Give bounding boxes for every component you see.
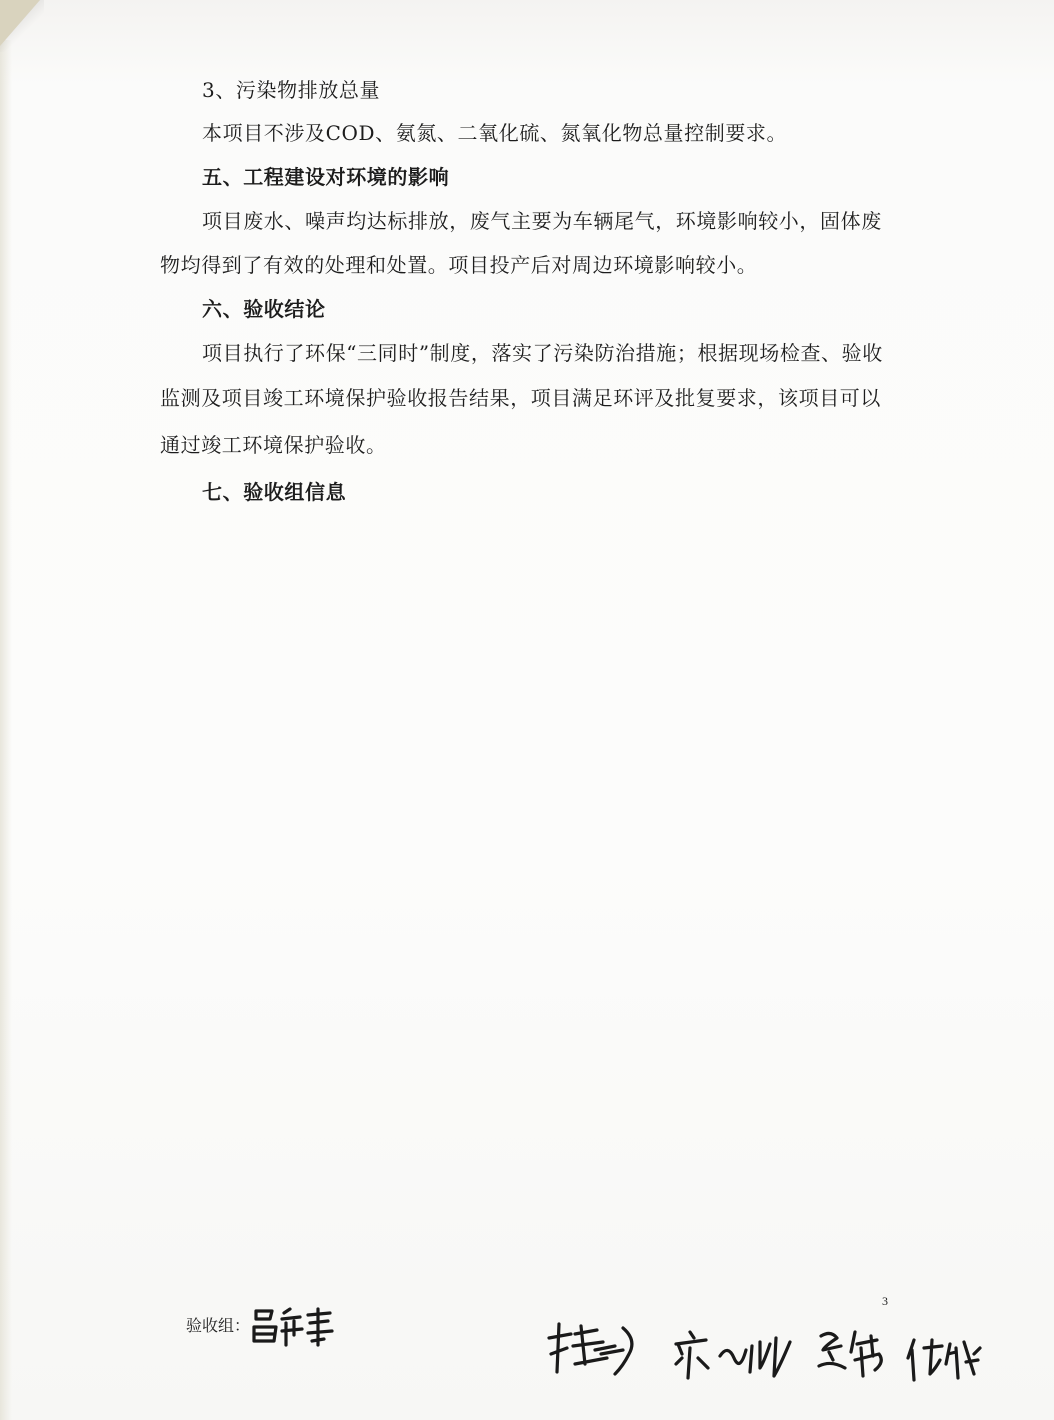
acceptance-group-label: 验收组： [186,1316,251,1335]
signature-5 [904,1334,984,1384]
paragraph-line: 项目废水、噪声均达标排放，废气主要为车辆尾气，环境影响较小，固体废 [202,209,882,233]
paragraph-line: 项目执行了环保“三同时”制度，落实了污染防治措施；根据现场检查、验收 [202,341,883,365]
signature-4 [815,1326,895,1382]
section-heading-acceptance-conclusion: 六、验收结论 [202,297,326,321]
section-heading-pollutant-total: 3、污染物排放总量 [202,78,381,102]
signature-2 [545,1320,640,1380]
paragraph-line: 物均得到了有效的处理和处置。项目投产后对周边环境影响较小。 [160,253,758,277]
section-heading-acceptance-group-info: 七、验收组信息 [202,480,347,504]
section-heading-environmental-impact: 五、工程建设对环境的影响 [202,165,450,189]
signature-3 [668,1328,798,1384]
page-number: 3 [882,1294,888,1308]
paragraph-line: 本项目不涉及COD、氨氮、二氧化硫、氮氧化物总量控制要求。 [202,121,788,145]
paragraph-line: 通过竣工环境保护验收。 [160,433,387,457]
corner-fold [0,0,40,46]
page-edge-shadow [0,40,12,1420]
signature-1 [250,1305,334,1349]
paragraph-line: 监测及项目竣工环境保护验收报告结果，项目满足环评及批复要求，该项目可以 [160,386,881,410]
